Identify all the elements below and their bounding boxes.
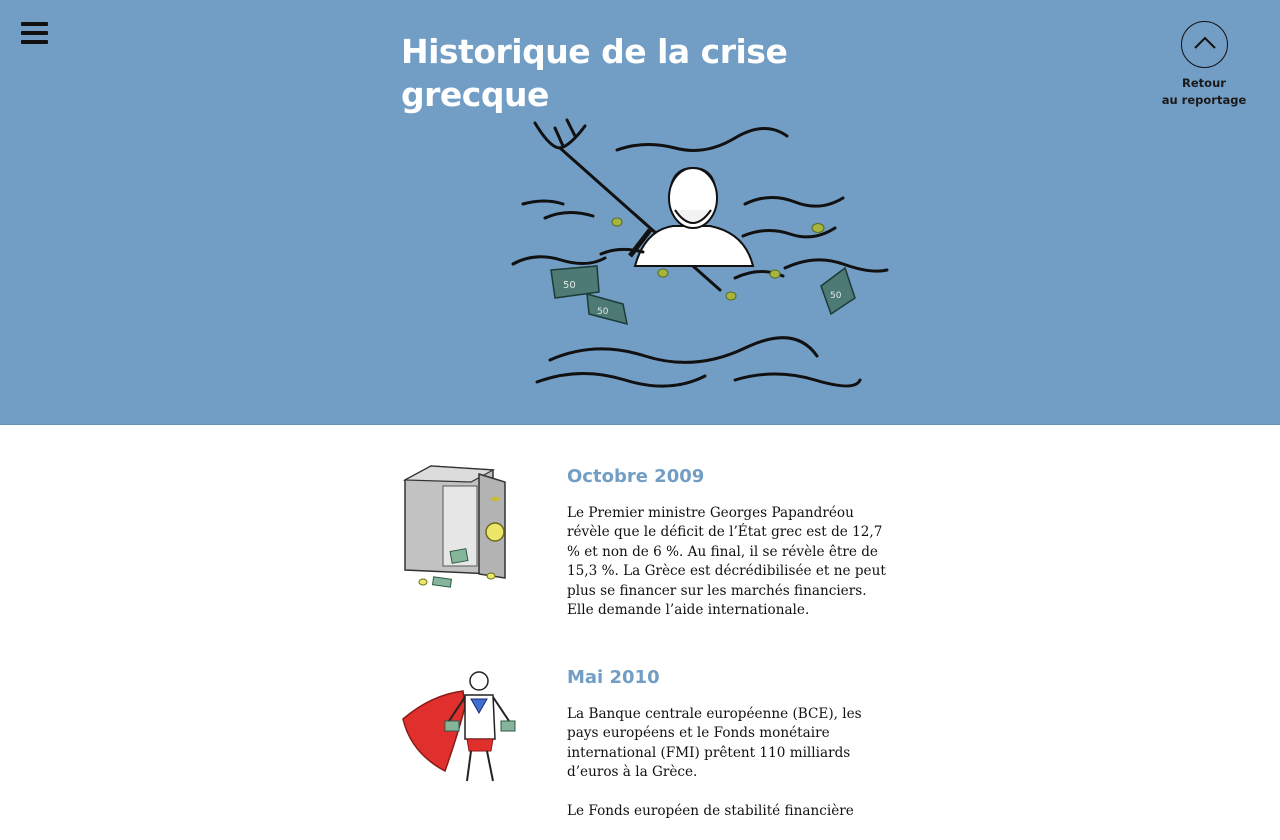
- back-to-report-button[interactable]: [1150, 21, 1258, 109]
- superhero-icon: [401, 667, 523, 787]
- back-label-line1: Retour: [1182, 76, 1226, 90]
- entry-paragraph: La Banque centrale européenne (BCE), les pays européens et le Fonds monétaire international (FMI) prêtent 110 milliards d’euros à la Grèce.: [567, 706, 862, 781]
- svg-text:50: 50: [563, 280, 576, 291]
- svg-text:50: 50: [830, 291, 842, 301]
- page-title: Historique de la crise grecque: [401, 32, 788, 114]
- entry-date: Mai 2010: [567, 667, 660, 688]
- entry-date: Octobre 2009: [567, 466, 705, 487]
- entry-paragraph: Le Fonds européen de stabilité financière: [567, 802, 854, 819]
- poseidon-illustration: [505, 118, 895, 398]
- hamburger-menu-icon[interactable]: [21, 22, 48, 44]
- poseidon-figure: [630, 168, 753, 266]
- chevron-up-icon[interactable]: [1181, 21, 1228, 68]
- entry-paragraph: Le Premier ministre Georges Papandréou révèle que le déficit de l’État grec est de 12,7 % et non de 6 %. Au final, il se révèle être de 15,3 %. La Grèce est décrédibilisée et ne peut plus se financer sur les marchés financiers. Elle demande l’aide internationale.: [567, 505, 886, 619]
- svg-text:50: 50: [597, 307, 609, 317]
- back-label-line2: au reportage: [1161, 93, 1247, 107]
- open-safe-icon: [401, 466, 516, 596]
